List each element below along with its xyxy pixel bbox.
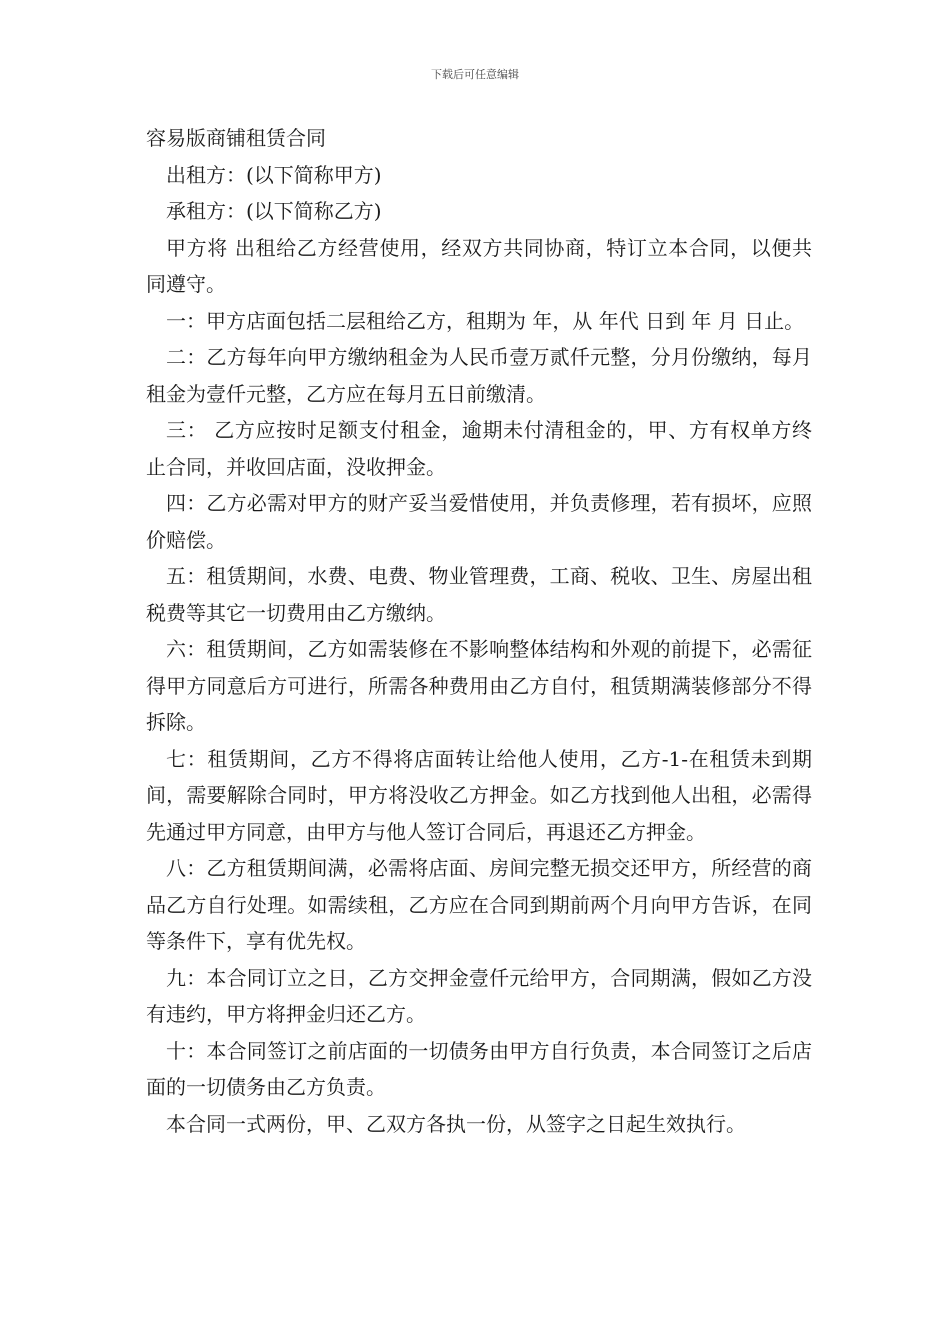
- lessor-line: 出租方：(以下简称甲方): [166, 162, 382, 187]
- clause-6: 六：租赁期间，乙方如需装修在不影响整体结构和外观的前提下，必需征得甲方同意后方可进行，所需各种费用由乙方自付，租赁期满装修部分不得拆除。: [146, 637, 812, 734]
- lessee-line: 承租方：(以下简称乙方): [166, 199, 382, 223]
- intro-paragraph: 甲方将 出租给乙方经营使用，经双方共同协商，特订立本合同，以便共同遵守。: [146, 235, 812, 296]
- clause-5: 五：租赁期间，水费、电费、物业管理费，工商、税收、卫生、房屋出租税费等其它一切费用由乙方缴纳。: [146, 564, 812, 625]
- clause-3: 三： 乙方应按时足额支付租金，逾期未付清租金的，甲、方有权单方终止合同，并收回店面，没收押金。: [146, 418, 812, 479]
- clause-4: 四：乙方必需对甲方的财产妥当爱惜使用，并负责修理，若有损坏，应照价赔偿。: [146, 491, 812, 552]
- clause-9: 九：本合同订立之日，乙方交押金壹仟元给甲方，合同期满，假如乙方没有违约，甲方将押金归还乙方。: [146, 965, 812, 1026]
- clause-10: 十：本合同签订之前店面的一切债务由甲方自行负责，本合同签订之后店面的一切债务由乙方负责。: [146, 1038, 812, 1099]
- closing-paragraph: 本合同一式两份，甲、乙双方各执一份，从签字之日起生效执行。: [166, 1111, 746, 1136]
- clause-8: 八：乙方租赁期间满，必需将店面、房间完整无损交还甲方，所经营的商品乙方自行处理。如需续租，乙方应在合同到期前两个月向甲方告诉，在同等条件下，享有优先权。: [146, 856, 812, 953]
- clause-7: 七：租赁期间，乙方不得将店面转让给他人使用，乙方-1-在租赁未到期间，需要解除合同时，甲方将没收乙方押金。如乙方找到他人出租，必需得先通过甲方同意，由甲方与他人签订合同后，再退还乙方押金。: [146, 746, 812, 844]
- page-header: 下载后可任意编辑: [431, 68, 519, 81]
- clause-2: 二：乙方每年向甲方缴纳租金为人民币壹万贰仟元整，分月份缴纳，每月租金为壹仟元整，乙方应在每月五日前缴清。: [146, 345, 812, 406]
- document-title: 容易版商铺租赁合同: [146, 126, 326, 150]
- contract-body: [146, 120, 812, 1142]
- clause-1: 一：甲方店面包括二层租给乙方，租期为 年，从 年代 日到 年 月 日止。: [166, 308, 805, 333]
